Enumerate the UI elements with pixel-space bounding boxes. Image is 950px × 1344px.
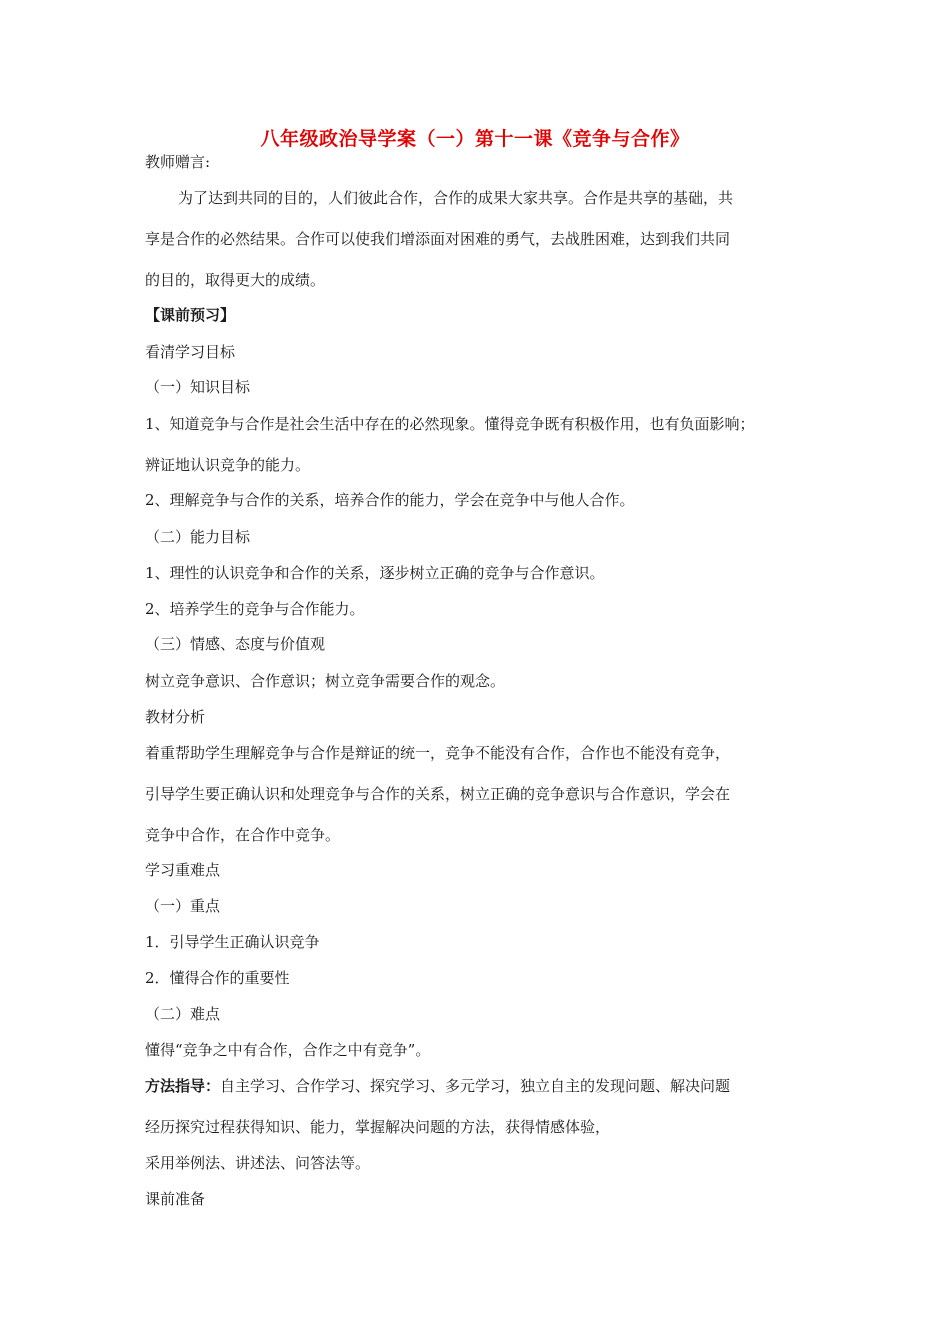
paragraph-line: 引导学生要正确认识和处理竞争与合作的关系，树立正确的竞争意识与合作意识，学会在 (145, 785, 731, 803)
paragraph-line: 2．懂得合作的重要性 (145, 969, 290, 987)
paragraph-line: 1．引导学生正确认识竞争 (145, 933, 320, 951)
paragraph-line: （二）能力目标 (145, 528, 251, 546)
method-guide-label: 方法指导： (145, 1077, 221, 1095)
paragraph-line: 1、理性的认识竞争和合作的关系，逐步树立正确的竞争与合作意识。 (145, 564, 605, 582)
paragraph-line: 着重帮助学生理解竞争与合作是辩证的统一，竞争不能没有合作，合作也不能没有竞争， (145, 744, 731, 762)
paragraph-line: （一）重点 (145, 897, 221, 915)
paragraph-line: 采用举例法、讲述法、问答法等。 (145, 1154, 371, 1172)
paragraph-line: （一）知识目标 (145, 378, 251, 396)
paragraph-line: 2、培养学生的竞争与合作能力。 (145, 600, 365, 618)
document-title: 八年级政治导学案（一）第十一课《竞争与合作》 (260, 128, 690, 150)
method-guide-text: 自主学习、合作学习、探究学习、多元学习，独立自主的发现问题、解决问题 (220, 1077, 731, 1095)
paragraph-line: （二）难点 (145, 1005, 221, 1023)
paragraph-line: 教材分析 (145, 708, 206, 726)
paragraph-line: 看清学习目标 (145, 343, 236, 361)
teacher-message-label: 教师赠言: (145, 153, 211, 171)
paragraph-line: （三）情感、态度与价值观 (145, 635, 326, 653)
paragraph-line: 1、知道竞争与合作是社会生活中存在的必然现象。懂得竞争既有积极作用，也有负面影响； (145, 415, 755, 433)
paragraph-line: 的目的，取得更大的成绩。 (145, 271, 326, 289)
paragraph-line: 树立竞争意识、合作意识；树立竞争需要合作的观念。 (145, 672, 506, 690)
paragraph-line: 学习重难点 (145, 861, 221, 879)
paragraph-line: 经历探究过程获得知识、能力，掌握解决问题的方法，获得情感体验， (145, 1118, 611, 1136)
paragraph-line: 懂得“竞争之中有合作，合作之中有竞争”。 (145, 1041, 431, 1059)
section-heading: 【课前预习】 (145, 306, 236, 324)
method-guide-line (145, 1076, 730, 1096)
paragraph-line: 2、理解竞争与合作的关系，培养合作的能力，学会在竞争中与他人合作。 (145, 491, 635, 509)
paragraph-line: 辨证地认识竞争的能力。 (145, 456, 311, 474)
paragraph-line: 竞争中合作，在合作中竞争。 (145, 826, 341, 844)
paragraph-line: 为了达到共同的目的，人们彼此合作，合作的成果大家共享。合作是共享的基础，共 (178, 189, 734, 207)
paragraph-line: 课前准备 (145, 1190, 206, 1208)
paragraph-line: 享是合作的必然结果。合作可以使我们增添面对困难的勇气，去战胜困难，达到我们共同 (145, 230, 731, 248)
